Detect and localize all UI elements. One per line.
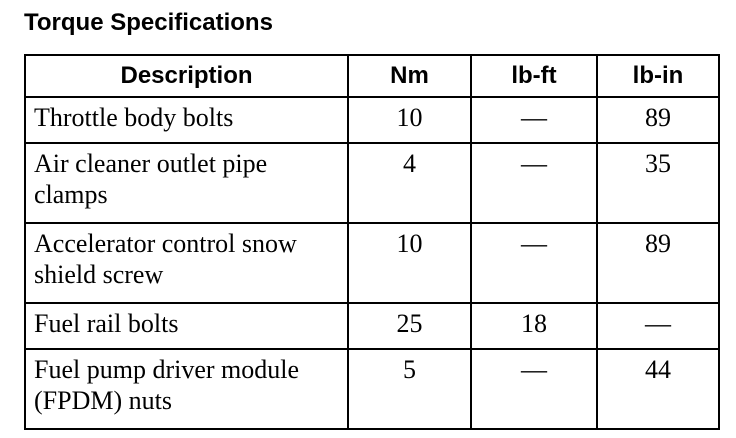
lb-ft-cell: — <box>471 143 597 223</box>
page-title: Torque Specifications <box>24 9 273 36</box>
nm-cell: 10 <box>348 97 471 143</box>
torque-specifications-table <box>24 54 720 430</box>
lb-ft-cell: — <box>471 97 597 143</box>
description-cell: Accelerator control snow shield screw <box>25 223 348 303</box>
nm-cell: 5 <box>348 349 471 429</box>
table-row <box>25 303 719 349</box>
column-header-lb-ft: lb-ft <box>471 55 597 97</box>
table-row <box>25 349 719 429</box>
lb-ft-cell: — <box>471 349 597 429</box>
nm-cell: 4 <box>348 143 471 223</box>
lb-ft-cell: — <box>471 223 597 303</box>
table-row <box>25 143 719 223</box>
lb-in-cell: — <box>597 303 719 349</box>
description-cell: Throttle body bolts <box>25 97 348 143</box>
lb-in-cell: 35 <box>597 143 719 223</box>
table-row <box>25 223 719 303</box>
lb-in-cell: 89 <box>597 97 719 143</box>
nm-cell: 25 <box>348 303 471 349</box>
description-cell: Air cleaner outlet pipe clamps <box>25 143 348 223</box>
column-header-description: Description <box>25 55 348 97</box>
column-header-lb-in: lb-in <box>597 55 719 97</box>
table-row <box>25 97 719 143</box>
lb-in-cell: 89 <box>597 223 719 303</box>
nm-cell: 10 <box>348 223 471 303</box>
table-header-row <box>25 55 719 97</box>
column-header-nm: Nm <box>348 55 471 97</box>
description-cell: Fuel rail bolts <box>25 303 348 349</box>
description-cell: Fuel pump driver module (FPDM) nuts <box>25 349 348 429</box>
lb-ft-cell: 18 <box>471 303 597 349</box>
lb-in-cell: 44 <box>597 349 719 429</box>
